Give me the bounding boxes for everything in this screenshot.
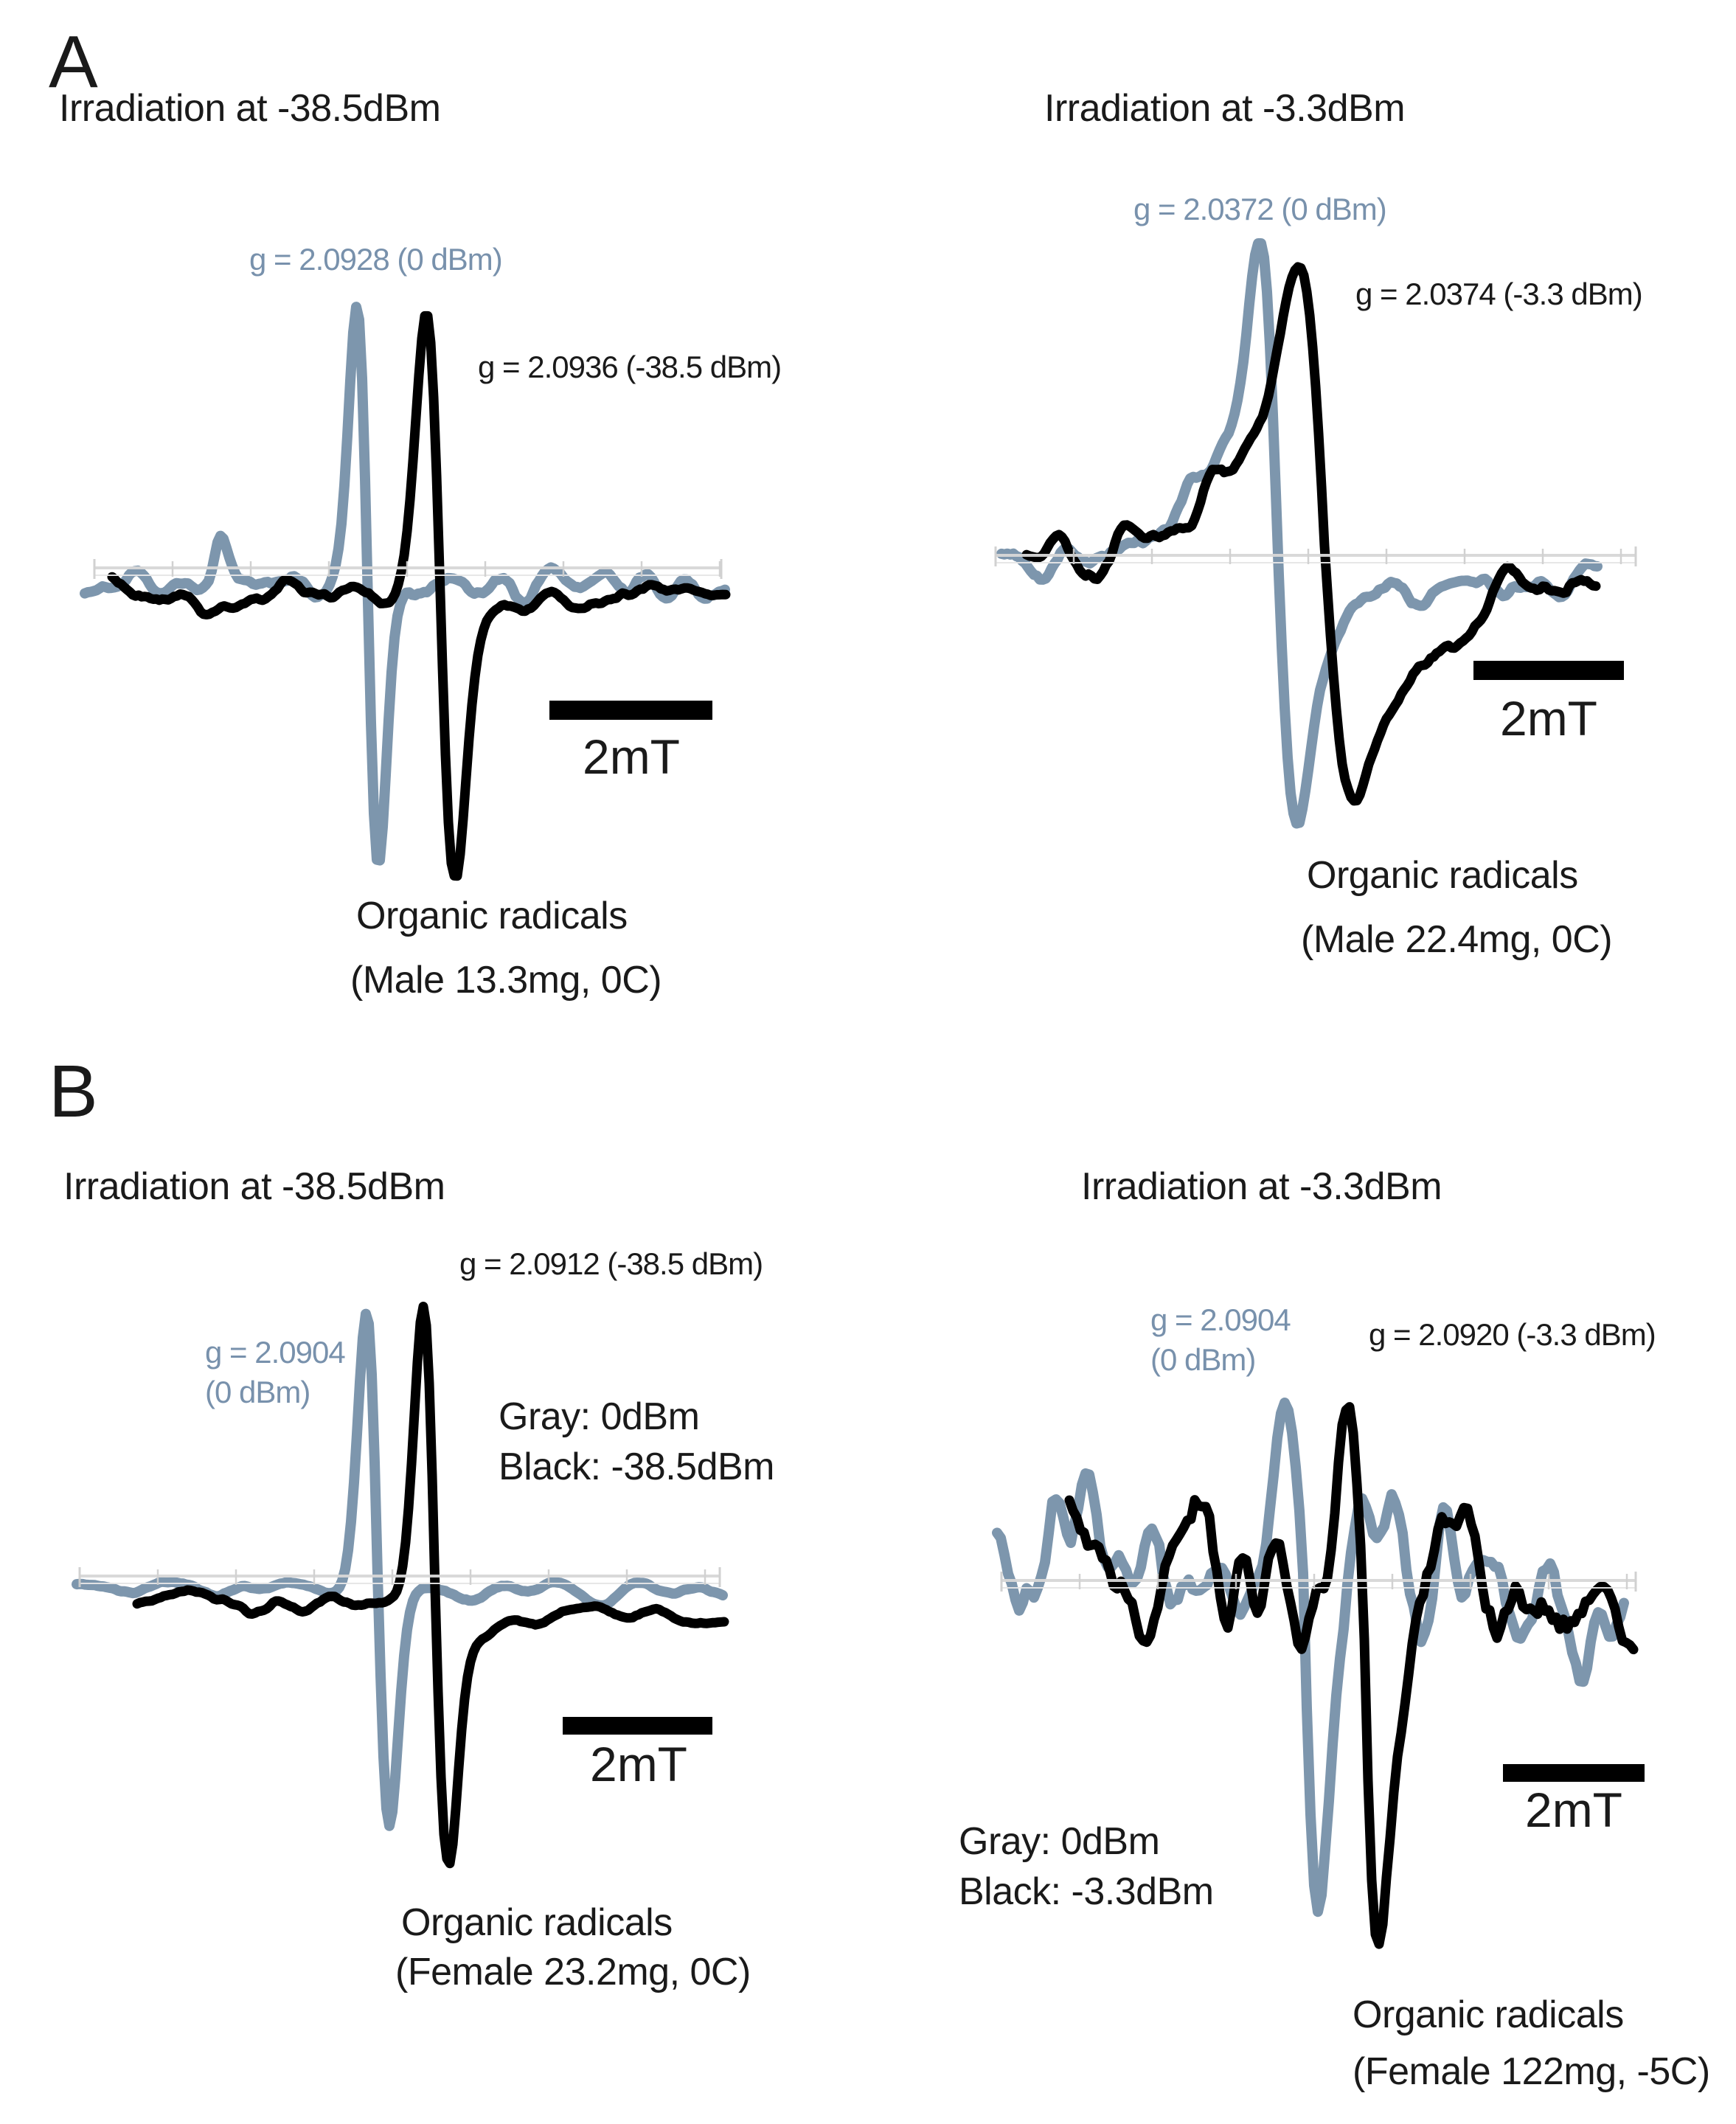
panel-b-left-legend-line2: Black: -38.5dBm: [499, 1446, 774, 1488]
panel-b-right-legend-line1: Gray: 0dBm: [959, 1820, 1160, 1863]
panel-b-left-g-label-gray-line2: (0 dBm): [205, 1375, 310, 1409]
panel-a-right-g-label-gray: g = 2.0372 (0 dBm): [1133, 192, 1386, 226]
panel-b-right-caption-line2: (Female 122mg, -5C): [1353, 2050, 1710, 2093]
panel-b-left-caption-line2: (Female 23.2mg, 0C): [395, 1951, 751, 1993]
panel-b-right-scalebar-label: 2mT: [1525, 1783, 1622, 1837]
panel-a-right-scalebar-label: 2mT: [1500, 691, 1597, 746]
panel-a-left-caption-line1: Organic radicals: [356, 895, 628, 937]
panel-b-right-caption-line1: Organic radicals: [1353, 1993, 1624, 2036]
panel-a-left-scalebar-label: 2mT: [583, 729, 680, 784]
panel-a-right-caption-line2: (Male 22.4mg, 0C): [1301, 918, 1613, 961]
panel-a-right-title: Irradiation at -3.3dBm: [1044, 87, 1406, 130]
section-label-a: A: [49, 21, 98, 103]
panel-b-left-title: Irradiation at -38.5dBm: [63, 1165, 445, 1208]
panel-b-left-caption-line1: Organic radicals: [401, 1901, 673, 1944]
panel-a-left-g-label-black: g = 2.0936 (-38.5 dBm): [478, 350, 782, 384]
panel-b-left-scalebar-label: 2mT: [590, 1737, 687, 1791]
panel-a-right-g-label-black: g = 2.0374 (-3.3 dBm): [1355, 277, 1642, 311]
panel-b-left-legend-line1: Gray: 0dBm: [499, 1395, 700, 1438]
panel-a-left-g-label-gray: g = 2.0928 (0 dBm): [249, 242, 502, 277]
panel-a-left-title: Irradiation at -38.5dBm: [59, 87, 441, 130]
panel-b-left-g-label-black: g = 2.0912 (-38.5 dBm): [459, 1246, 763, 1281]
panel-b-right-title: Irradiation at -3.3dBm: [1081, 1165, 1442, 1208]
panel-b-right-g-label-gray-line2: (0 dBm): [1150, 1342, 1256, 1377]
panel-b-left-g-label-gray-line1: g = 2.0904: [205, 1335, 345, 1370]
section-label-b: B: [49, 1050, 98, 1133]
panel-a-left-caption-line2: (Male 13.3mg, 0C): [350, 959, 662, 1002]
panel-a-right-caption-line1: Organic radicals: [1307, 854, 1578, 897]
panel-b-right-legend-line2: Black: -3.3dBm: [959, 1870, 1214, 1913]
panel-b-right-g-label-black: g = 2.0920 (-3.3 dBm): [1369, 1317, 1656, 1352]
panel-b-right-g-label-gray-line1: g = 2.0904: [1150, 1302, 1291, 1337]
